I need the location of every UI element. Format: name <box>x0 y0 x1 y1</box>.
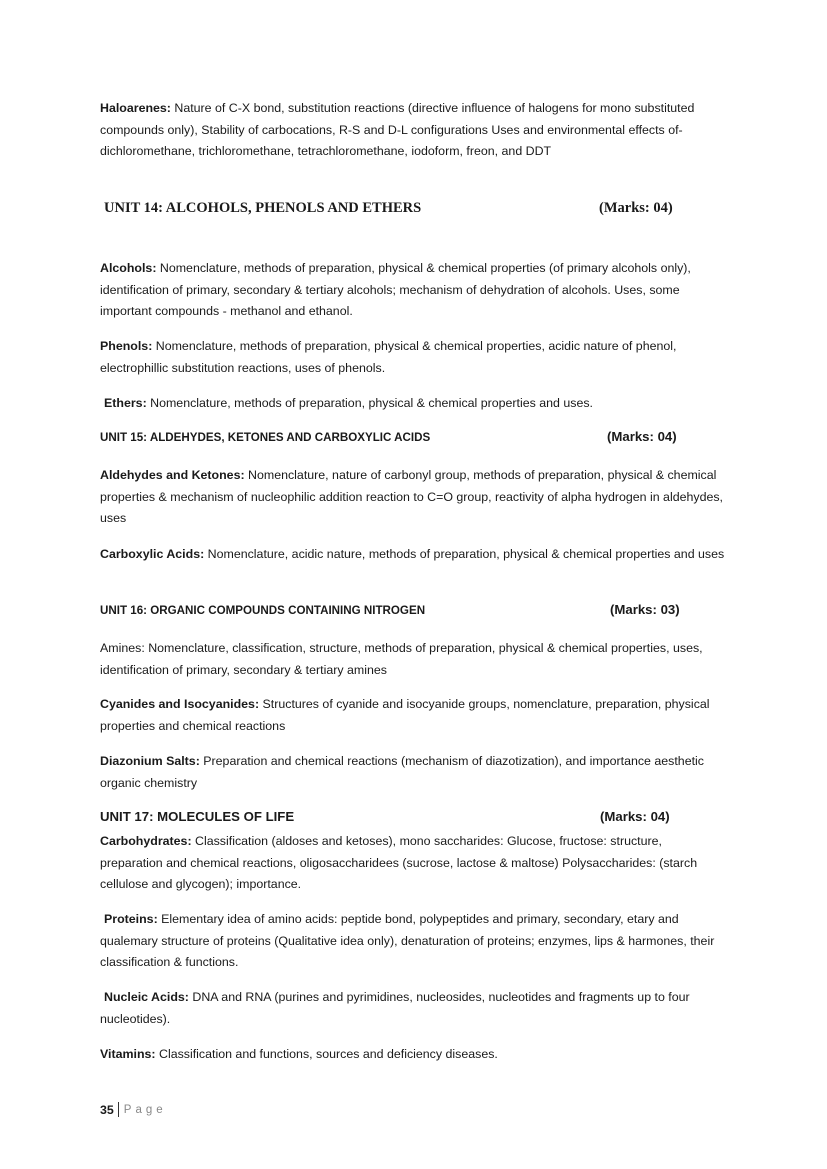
nucleic-paragraph <box>100 987 728 1030</box>
unit-15-marks: (Marks: 04) <box>607 429 677 444</box>
haloarenes-term: Haloarenes: <box>100 101 171 115</box>
unit-17-title: UNIT 17: MOLECULES OF LIFE <box>100 809 295 824</box>
carboxylic-term: Carboxylic Acids: <box>100 547 205 561</box>
cyanides-paragraph <box>100 694 728 737</box>
unit-14-title: UNIT 14: ALCOHOLS, PHENOLS AND ETHERS <box>104 200 422 216</box>
unit-14-marks: (Marks: 04) <box>599 200 673 216</box>
proteins-paragraph <box>100 909 728 974</box>
carbohydrates-text: Classification (aldoses and ketoses), mono saccharides: Glucose, fructose: structure, preparation and chemical reactions, oligosaccharidees (sucrose, lactose & maltose) Polysaccharides: (starch cellulose and glycogen); importance. <box>100 834 698 891</box>
ethers-text: Nomenclature, methods of preparation, physical & chemical properties and uses. <box>146 396 593 410</box>
proteins-text: Elementary idea of amino acids: peptide bond, polypeptides and primary, secondary, etary and qualemary structure of proteins (Qualitative idea only), denaturation of proteins; enzymes, lips & harmones, their classification & functions. <box>100 912 715 969</box>
phenols-term: Phenols: <box>100 339 153 353</box>
unit-15-heading <box>100 431 700 444</box>
amines-paragraph: Amines: Nomenclature, classification, structure, methods of preparation, physical & chemical properties, uses, identification of primary, secondary & tertiary amines <box>100 641 703 677</box>
haloarenes-text: Nature of C-X bond, substitution reactions (directive influence of halogens for mono substituted compounds only), Stability of carbocations, R-S and D-L configurations Uses and environmental effects of-dichloromethane, trichloromethane, tetrachloromethane, iodoform, freon, and DDT <box>100 101 695 158</box>
vitamins-term: Vitamins: <box>100 1047 156 1061</box>
unit-17-heading <box>100 809 700 824</box>
diazonium-paragraph <box>100 751 728 794</box>
phenols-text: Nomenclature, methods of preparation, physical & chemical properties, acidic nature of phenol, electrophillic substitution reactions, uses of phenols. <box>100 339 677 375</box>
page-footer <box>100 1102 167 1117</box>
diazonium-term: Diazonium Salts: <box>100 754 200 768</box>
unit-15-title: UNIT 15: ALDEHYDES, KETONES AND CARBOXYLIC ACIDS <box>100 431 431 444</box>
unit-14-heading <box>104 200 704 217</box>
unit-17-marks: (Marks: 04) <box>600 809 670 824</box>
ethers-paragraph <box>104 393 732 415</box>
alcohols-term: Alcohols: <box>100 261 157 275</box>
nucleic-text: DNA and RNA (purines and pyrimidines, nucleosides, nucleotides and fragments up to four nucleotides). <box>100 990 690 1026</box>
footer-divider <box>118 1102 119 1117</box>
unit-16-title: UNIT 16: ORGANIC COMPOUNDS CONTAINING NITROGEN <box>100 604 426 617</box>
vitamins-paragraph <box>100 1044 728 1066</box>
diazonium-text: Preparation and chemical reactions (mechanism of diazotization), and importance aesthetic organic chemistry <box>100 754 704 790</box>
vitamins-text: Classification and functions, sources and deficiency diseases. <box>155 1047 498 1061</box>
carbohydrates-term: Carbohydrates: <box>100 834 192 848</box>
carbohydrates-paragraph <box>100 831 728 896</box>
aldehydes-term: Aldehydes and Ketones: <box>100 468 245 482</box>
aldehydes-text: Nomenclature, nature of carbonyl group, methods of preparation, physical & chemical properties & mechanism of nucleophilic addition reaction to C=O group, reactivity of alpha hydrogen in aldehydes, uses <box>100 468 723 525</box>
cyanides-term: Cyanides and Isocyanides: <box>100 697 260 711</box>
aldehydes-paragraph <box>100 465 728 530</box>
alcohols-paragraph <box>100 258 728 323</box>
cyanides-text: Structures of cyanide and isocyanide groups, nomenclature, preparation, physical properties and chemical reactions <box>100 697 710 733</box>
proteins-term: Proteins: <box>104 912 158 926</box>
page-label: Page <box>123 1103 167 1116</box>
phenols-paragraph <box>100 336 728 379</box>
nucleic-term: Nucleic Acids: <box>104 990 189 1004</box>
haloarenes-paragraph <box>100 98 728 163</box>
page-number: 35 <box>100 1102 114 1117</box>
ethers-term: Ethers: <box>104 396 147 410</box>
unit-16-marks: (Marks: 03) <box>610 602 680 617</box>
carboxylic-text: Nomenclature, acidic nature, methods of preparation, physical & chemical properties and uses <box>204 547 725 561</box>
alcohols-text: Nomenclature, methods of preparation, physical & chemical properties (of primary alcohols only), identification of primary, secondary & tertiary alcohols; mechanism of dehydration of alcohols. Uses, some important compounds - methanol and ethanol. <box>100 261 691 318</box>
carboxylic-paragraph <box>100 544 728 566</box>
unit-16-heading <box>100 604 700 617</box>
